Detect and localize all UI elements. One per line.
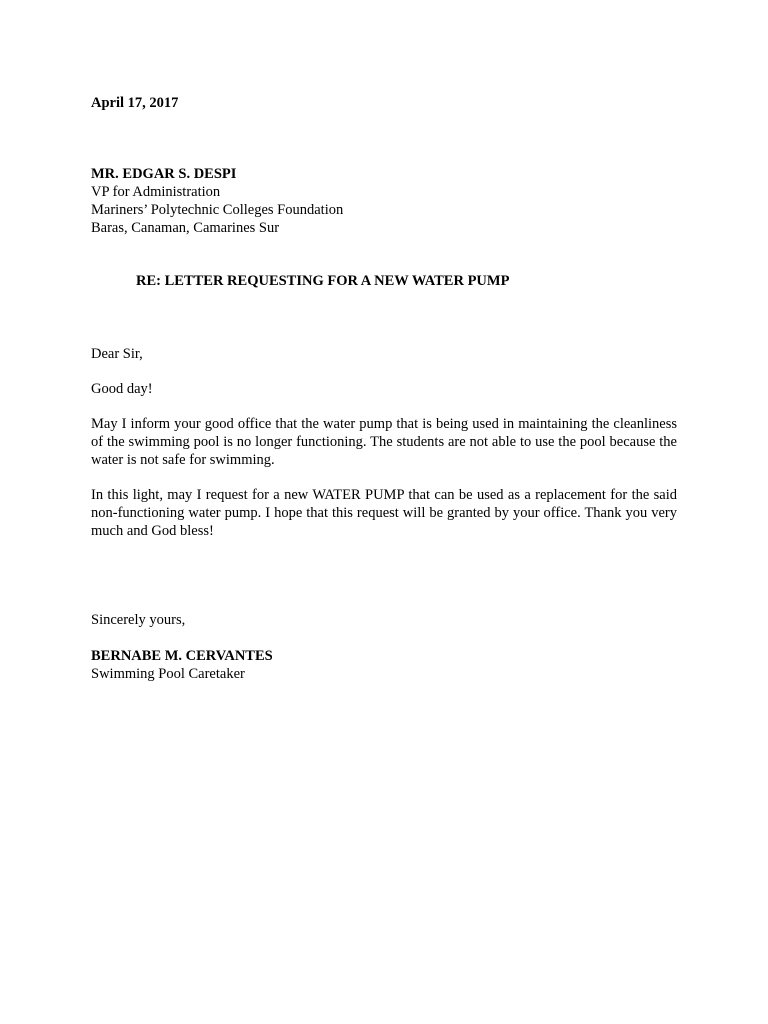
recipient-title: VP for Administration xyxy=(91,184,221,200)
signer-block xyxy=(91,647,677,683)
body-paragraph: May I inform your good office that the water pump that is being used in maintaining the cleanliness of the swimming pool is no longer functioning. The students are not able to use the pool because the water is not safe for swimming. xyxy=(91,416,677,468)
signer-name: BERNABE M. CERVANTES xyxy=(91,648,273,664)
greeting: Good day! xyxy=(91,381,153,397)
body-paragraph: In this light, may I request for a new WATER PUMP that can be used as a replacement for the said non-functioning water pump. I hope that this request will be granted by your office. Thank you very much and God bless! xyxy=(91,487,677,539)
recipient-name: MR. EDGAR S. DESPI xyxy=(91,166,237,182)
letter-date: April 17, 2017 xyxy=(91,95,179,111)
letter-subject: RE: LETTER REQUESTING FOR A NEW WATER PUMP xyxy=(136,273,510,289)
recipient-block xyxy=(91,165,677,237)
recipient-organization: Mariners’ Polytechnic Colleges Foundation xyxy=(91,202,344,218)
salutation: Dear Sir, xyxy=(91,346,143,362)
closing: Sincerely yours, xyxy=(91,612,186,628)
signer-title: Swimming Pool Caretaker xyxy=(91,666,245,682)
recipient-address: Baras, Canaman, Camarines Sur xyxy=(91,220,280,236)
